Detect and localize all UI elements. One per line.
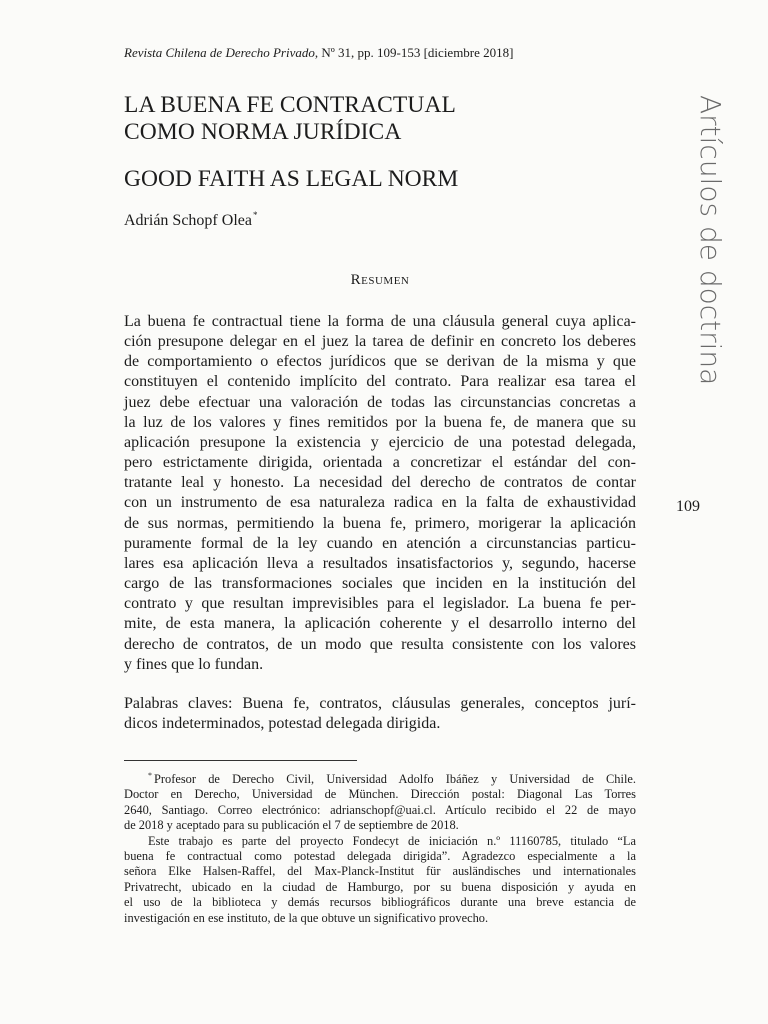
author-footnote-mark: * [252, 210, 258, 220]
abstract-line: de sus normas, permitiendo la buena fe, primero, morigerar la aplicación [124, 514, 636, 532]
keywords-line: dicos indeterminados, potestad delegada dirigida. [124, 715, 441, 733]
footnote-divider [124, 760, 357, 761]
article-title [124, 92, 624, 146]
journal-name: Revista Chilena de Derecho Privado [124, 45, 315, 60]
abstract-line: contrato y que resultan imprevisibles para el legislador. La buena fe per- [124, 595, 636, 613]
footnote-mark: * [148, 771, 152, 780]
abstract-line: ción presupone delegar en el juez la tarea de definir en concreto los deberes [124, 333, 636, 351]
abstract-line: constituyen el contenido implícito del contrato. Para realizar esa tarea el [124, 373, 636, 391]
abstract-text [124, 312, 636, 675]
keywords [124, 694, 636, 734]
article-title-english: GOOD FAITH AS LEGAL NORM [124, 166, 459, 192]
article-title-line-1: LA BUENA FE CONTRACTUAL [124, 92, 456, 118]
abstract-line: mite, de esta manera, la aplicación coherente y el desarrollo interno del [124, 615, 636, 633]
page-number: 109 [676, 498, 700, 515]
running-header [124, 45, 644, 61]
footnote-text: Profesor de Derecho Civil, Universidad Adolfo Ibáñez y Universidad de Chile. [154, 772, 636, 786]
abstract-line: La buena fe contractual tiene la forma de una cláusula general cuya aplica- [124, 313, 636, 330]
footnote-line: 2640, Santiago. Correo electrónico: adrianschopf@uai.cl. Artículo recibido el 22 de mayo [124, 802, 636, 817]
author-line [124, 205, 257, 231]
footnote-line: el uso de la biblioteca y demás recursos bibliográficos durante una breve estancia de [124, 895, 636, 910]
abstract-line: con un instrumento de esa naturaleza radica en la falta de exhaustividad [124, 494, 636, 512]
abstract-line: lares esa aplicación lleva a resultados insatisfactorios y, segundo, hacerse [124, 554, 636, 572]
footnote-line: Doctor en Derecho, Universidad de München. Dirección postal: Diagonal Las Torres [124, 787, 636, 802]
abstract-line: puramente formal de la ley cuando en atención a circunstancias particu- [124, 534, 636, 552]
abstract-line: pero estrictamente dirigida, orientada a concretizar el estándar del con- [124, 454, 636, 472]
abstract-line: cargo de las transformaciones sociales que inciden en la institución del [124, 575, 636, 593]
footnote-line: de 2018 y aceptado para su publicación el 7 de septiembre de 2018. [124, 818, 459, 833]
footnote-line: buena fe contractual como potestad delegada dirigida”. Agradezco especialmente a la [124, 849, 636, 864]
footnote-line [124, 768, 636, 787]
footnote-line: Privatrecht, ubicado en la ciudad de Hamburgo, por su buena disposición y ayuda en [124, 879, 636, 894]
abstract-line: y fines que lo fundan. [124, 655, 264, 673]
keywords-line: Palabras claves: Buena fe, contratos, cláusulas generales, conceptos jurí- [124, 695, 636, 712]
abstract-heading: Resumen [350, 272, 410, 288]
footnote-line: investigación en ese instituto, de la que obtuve un significativo provecho. [124, 910, 489, 925]
section-side-label-text: Artículos de doctrina [694, 95, 727, 386]
abstract-line: derecho de contratos, de un modo que resulta consistente con los valores [124, 635, 636, 653]
abstract-line: de comportamiento o efectos jurídicos que se derivan de la misma y que [124, 353, 636, 371]
footnote-line: señora Elke Halsen-Raffel, del Max-Planck-Institut für ausländisches und internationales [124, 864, 636, 879]
abstract-line: juez debe efectuar una valoración de todas las circunstancias concretas a [124, 393, 636, 411]
abstract-line: aplicación presupone la existencia y ejercicio de una potestad delegada, [124, 433, 636, 451]
article-title-line-2: COMO NORMA JURÍDICA [124, 119, 402, 145]
abstract-line: la luz de los valores y fines remitidos por la buena fe, de manera que su [124, 413, 636, 431]
footnote-line: Este trabajo es parte del proyecto Fondecyt de iniciación n.º 11160785, titulado “La [148, 833, 636, 848]
footnotes [124, 768, 636, 926]
issue-info: , Nº 31, pp. 109-153 [diciembre 2018] [314, 45, 514, 60]
abstract-line: tratante leal y honesto. La necesidad del derecho de contratos de contar [124, 474, 636, 492]
author-name: Adrián Schopf Olea [124, 212, 252, 229]
